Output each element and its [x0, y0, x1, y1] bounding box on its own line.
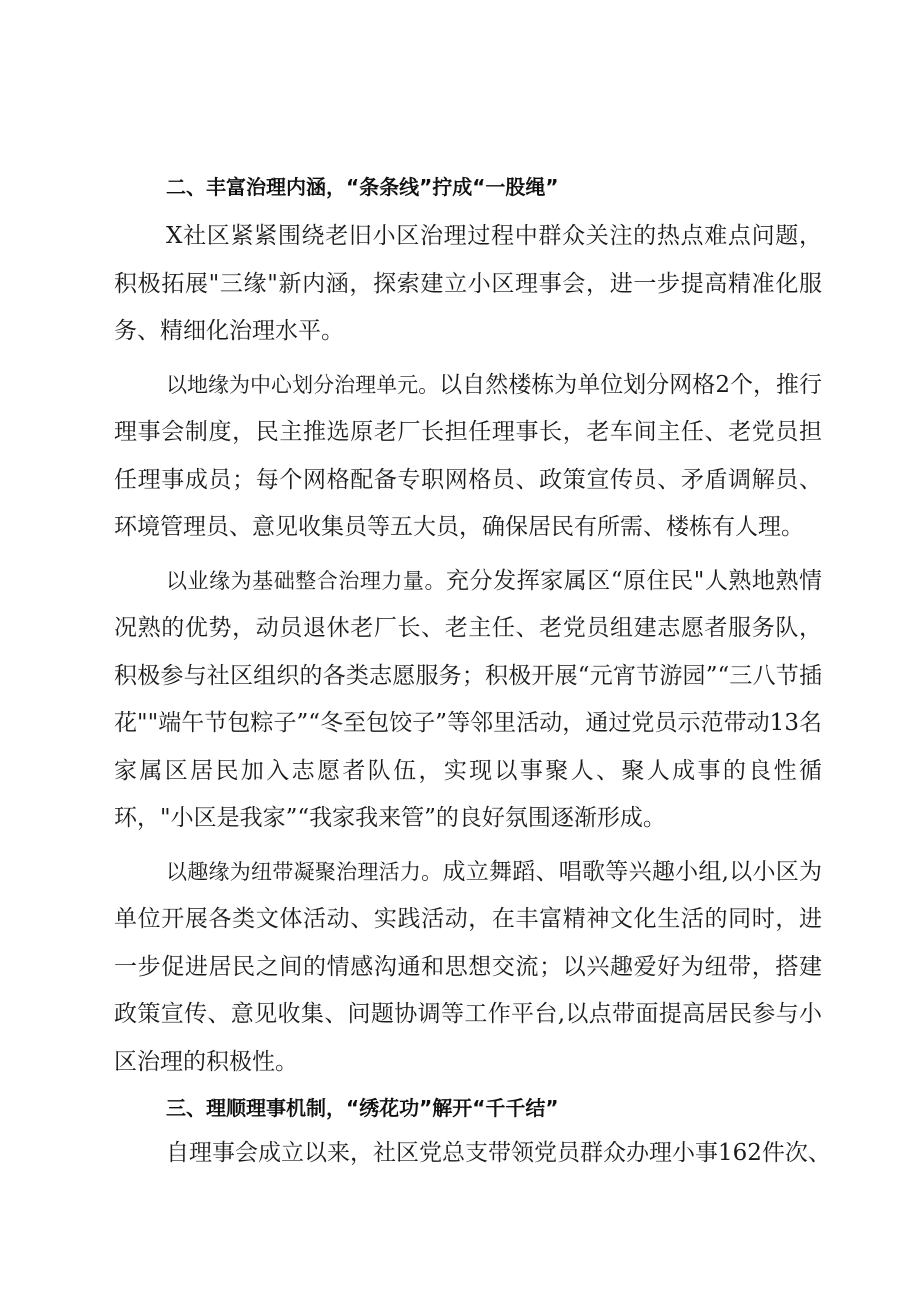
- paragraph-work-body: 充分发挥家属区“原住民"人熟地熟情况熟的优势，动员退休老厂长、老主任、老党员组建志愿者服务队，积极参与社区组织的各类志愿服务；积极开展“元宵节游园”“三八节插花""端午节包粽子”“冬至包饺子”等邻里活动，通过党员示范带动13名家属区居民加入志愿者队伍，实现以事聚人、聚人成事的良性循环，"小区是我家”“我家我来管”的良好氛围逐渐形成。: [114, 567, 823, 831]
- intro-paragraph: X社区紧紧围绕老旧小区治理过程中群众关注的热点难点问题，积极拓展"三缘"新内涵，探索建立小区理事会，进一步提高精准化服务、精细化治理水平。: [114, 223, 822, 344]
- paragraph-interest-lead: 以趣缘为纽带凝聚治理活力。: [166, 859, 443, 884]
- paragraph-geo-lead: 以地缘为中心划分治理单元。: [166, 372, 440, 397]
- section-heading-3: 三、理顺理事机制，“绣花功”解开“千千结”: [166, 1096, 559, 1120]
- document-body: [114, 165, 831, 1178]
- paragraph-geo: [114, 362, 822, 552]
- paragraph-interest-body: 成立舞蹈、唱歌等兴趣小组,以小区为单位开展各类文体活动、实践活动，在丰富精神文化生活的同时，进一步促进居民之间的情感沟通和思想交流；以兴趣爱好为纽带，搭建政策宣传、意见收集、问题协调等工作平台,以点带面提高居民参与小区治理的积极性。: [114, 858, 823, 1075]
- closing-paragraph: 自理事会成立以来，社区党总支带领党员群众办理小事162件次、: [166, 1140, 831, 1166]
- section-heading-2: 二、丰富治理内涵，“条条线”拧成“一股绳”: [166, 175, 559, 199]
- paragraph-geo-body: 以自然楼栋为单位划分网格2个，推行理事会制度，民主推选原老厂长担任理事长，老车间主任、老党员担任理事成员；每个网格配备专职网格员、政策宣传员、矛盾调解员、环境管理员、意见收集员等五大员，确保居民有所需、楼栋有人理。: [114, 371, 823, 540]
- paragraph-work: [114, 558, 822, 843]
- paragraph-interest: [114, 849, 822, 1087]
- paragraph-work-lead: 以业缘为基础整合治理力量。: [166, 568, 447, 593]
